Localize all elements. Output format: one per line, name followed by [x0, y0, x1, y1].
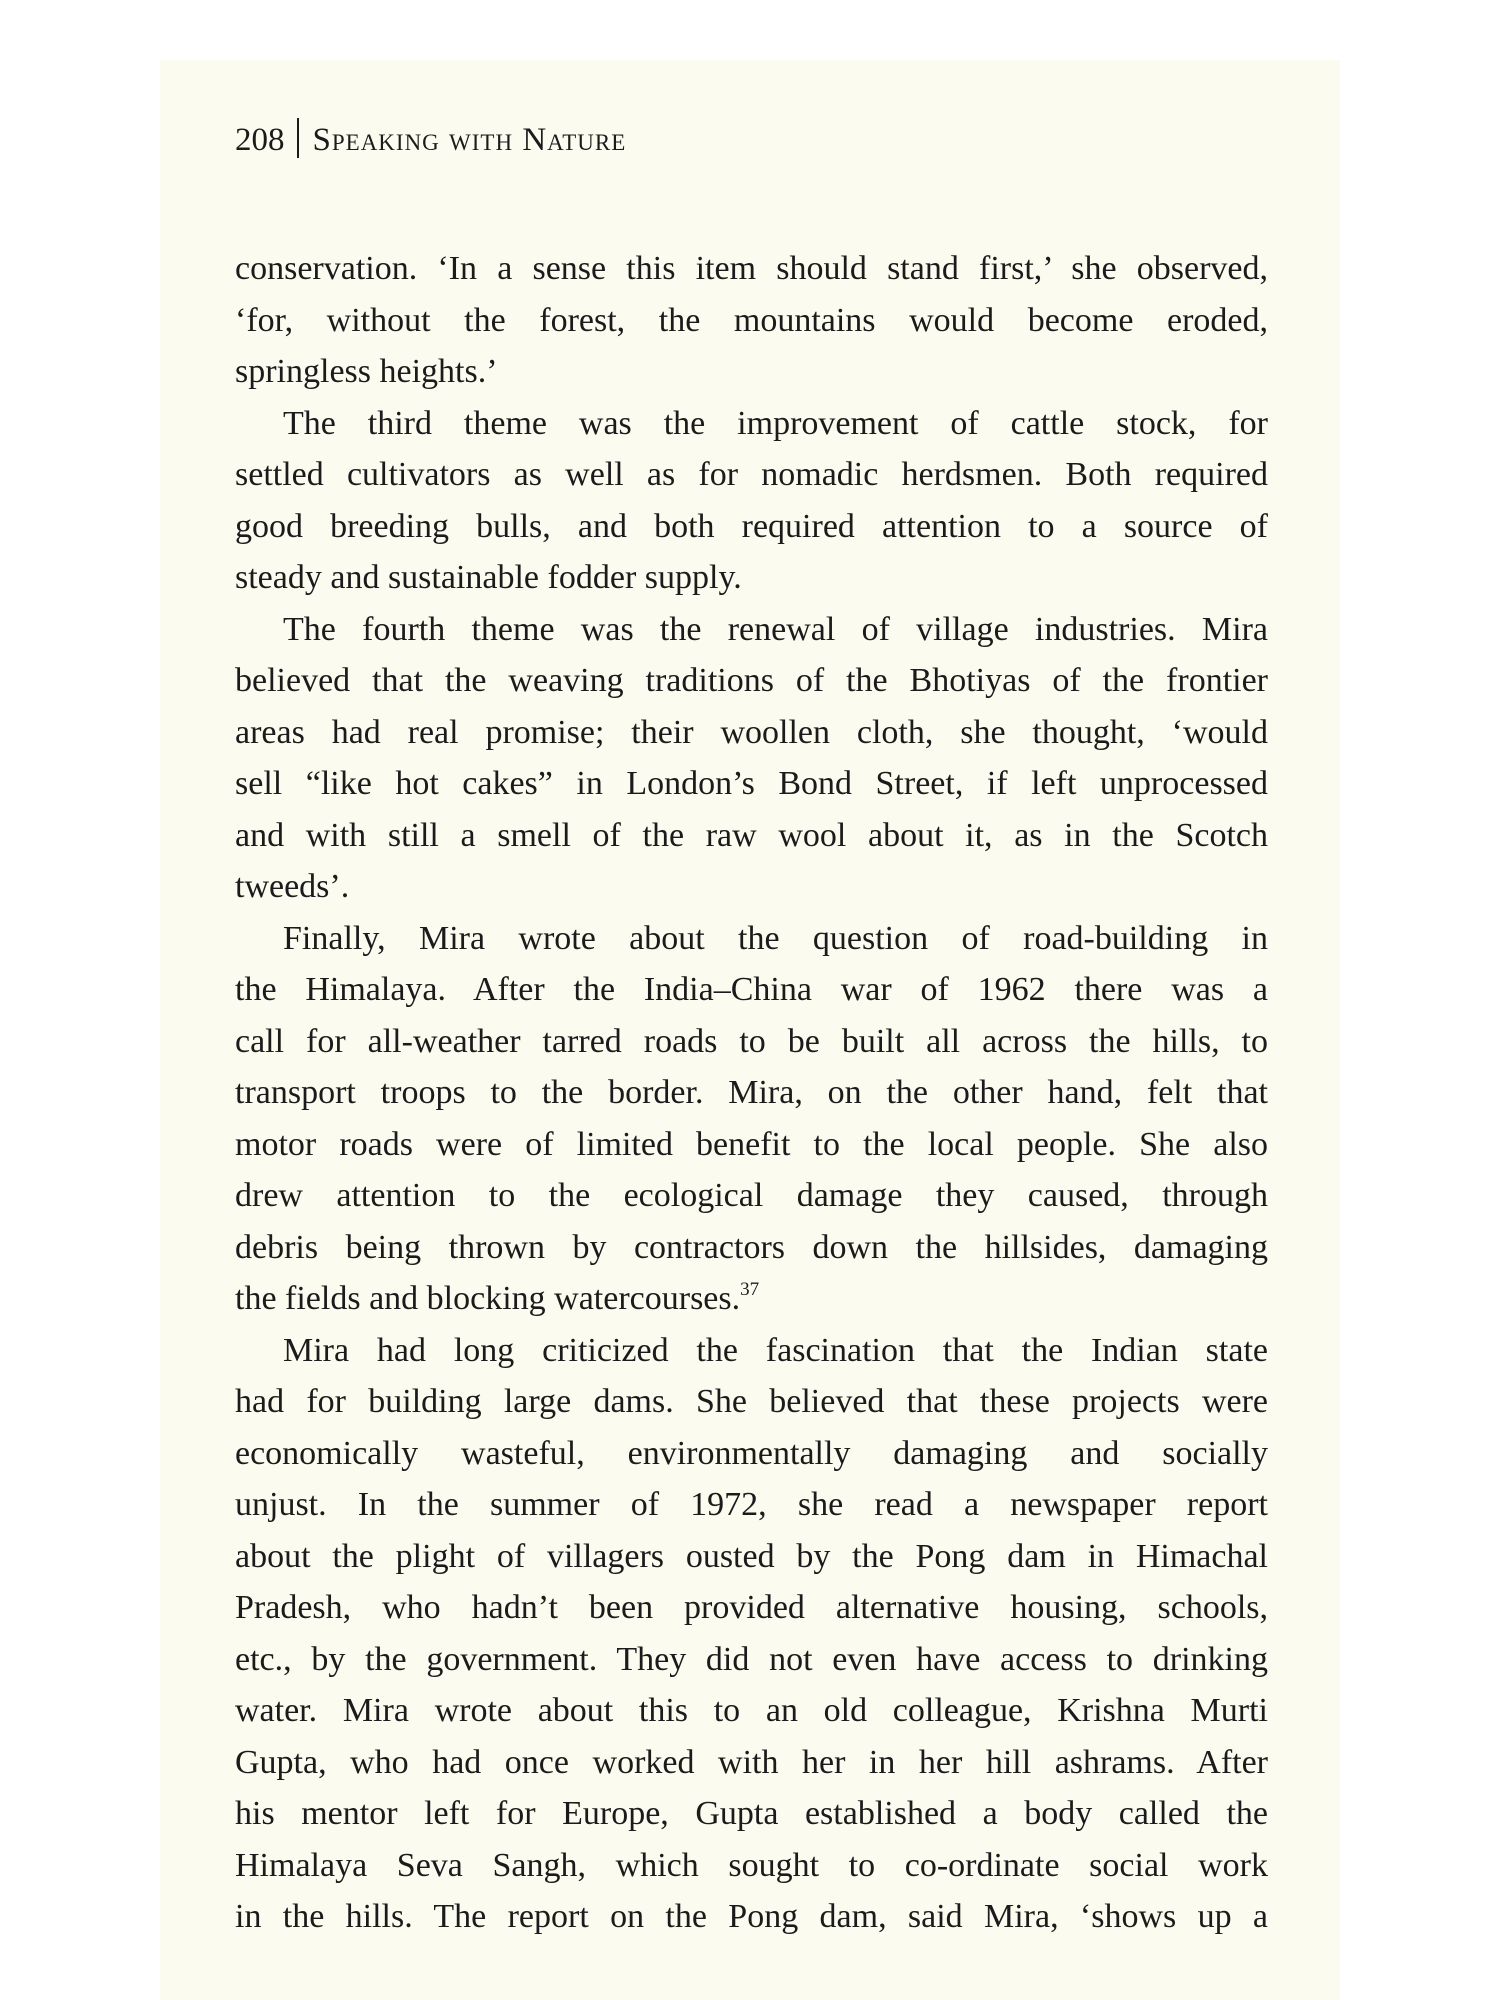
text-line: drew attention to the ecological damage they caused, through [235, 1177, 1268, 1214]
text-line-with-footnote [235, 1273, 1268, 1325]
page-number: 208 [235, 122, 285, 158]
text-line: areas had real promise; their woollen cloth, she thought, ‘would [235, 713, 1268, 751]
text-line: economically wasteful, environmentally damaging and socially [235, 1434, 1268, 1472]
text-line: the Himalaya. After the India–China war of 1962 there was a [235, 971, 1268, 1008]
text-line: The third theme was the improvement of cattle stock, for [283, 404, 1268, 442]
text-line: The fourth theme was the renewal of village industries. Mira [283, 610, 1268, 648]
paragraph [235, 604, 1268, 913]
text-line: settled cultivators as well as for nomadic herdsmen. Both required [235, 456, 1268, 493]
paragraph [235, 398, 1268, 604]
text-line: Gupta, who had once worked with her in her hill ashrams. After [235, 1743, 1268, 1781]
body-text [235, 243, 1268, 1943]
text-line: water. Mira wrote about this to an old colleague, Krishna Murti [235, 1692, 1268, 1729]
text-line: good breeding bulls, and both required attention to a source of [235, 507, 1268, 545]
text-line: in the hills. The report on the Pong dam, said Mira, ‘shows up a [235, 1898, 1268, 1935]
text-line: sell “like hot cakes” in London’s Bond Street, if left unprocessed [235, 765, 1268, 802]
paragraph [235, 1325, 1268, 1943]
text-line: Mira had long criticized the fascination that the Indian state [283, 1331, 1268, 1369]
book-page [160, 60, 1340, 2000]
text-line: ‘for, without the forest, the mountains would become eroded, [235, 301, 1268, 339]
text-line: debris being thrown by contractors down the hillsides, damaging [235, 1228, 1268, 1266]
text-line: believed that the weaving traditions of the Bhotiyas of the frontier [235, 662, 1268, 699]
text-line: his mentor left for Europe, Gupta established a body called the [235, 1795, 1268, 1832]
text-line: transport troops to the border. Mira, on the other hand, felt that [235, 1074, 1268, 1111]
text-line: call for all-weather tarred roads to be built all across the hills, to [235, 1022, 1268, 1060]
header-divider [297, 118, 299, 158]
text-line: Pradesh, who hadn’t been provided alternative housing, schools, [235, 1589, 1268, 1626]
paragraph [235, 243, 1268, 398]
paragraph [235, 913, 1268, 1325]
text-line: Himalaya Seva Sangh, which sought to co-ordinate social work [235, 1846, 1268, 1884]
running-header [235, 118, 626, 158]
text-line: unjust. In the summer of 1972, she read a newspaper report [235, 1486, 1268, 1523]
text-line: Finally, Mira wrote about the question of road-building in [283, 919, 1268, 957]
book-title: Speaking with Nature [312, 122, 627, 158]
text-line: had for building large dams. She believed that these projects were [235, 1383, 1268, 1420]
text-line: springless heights.’ [235, 353, 498, 390]
text-line: motor roads were of limited benefit to the local people. She also [235, 1125, 1268, 1163]
text-line: tweeds’. [235, 868, 350, 905]
text-line: the fields and blocking watercourses. [235, 1280, 741, 1317]
text-line: etc., by the government. They did not even have access to drinking [235, 1640, 1268, 1678]
text-line: conservation. ‘In a sense this item should stand first,’ she observed, [235, 250, 1268, 287]
text-line: steady and sustainable fodder supply. [235, 559, 742, 596]
text-line: about the plight of villagers ousted by the Pong dam in Himachal [235, 1537, 1268, 1575]
text-line: and with still a smell of the raw wool about it, as in the Scotch [235, 816, 1268, 854]
footnote-ref[interactable]: 37 [740, 1279, 760, 1300]
